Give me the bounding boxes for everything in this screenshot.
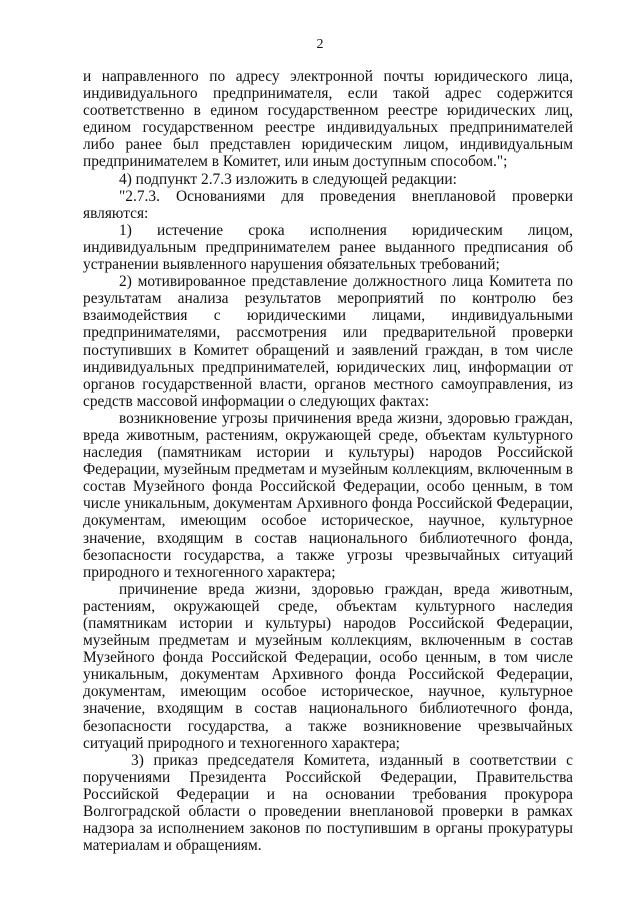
page-number: 2 [316,37,324,52]
paragraph-continuation: и направленного по адресу электронной почты юридического лица, индивидуального предпринимателя, если такой адрес содержится соответственно в едином государственном реестре юридических лиц, едином государственном реестре индивидуальных предпринимателей либо ранее был представлен юридическим лицом, индивидуальным предпринимателем в Комитет, или иным доступным способом."; [83,68,573,171]
paragraph-subpoint-4: 4) подпункт 2.7.3 изложить в следующей редакции: [119,170,457,188]
paragraph-item-3: 3) приказ председателя Комитета, изданный в соответствии с поручениями Президента Российской Федерации, Правительства Российской Федерации и на основании требования прокурора Волгоградской области о проведении внеплановой проверки в рамках надзора за исполнением законов по поступившим в органы прокуратуры материалам и обращениям. [83,751,573,855]
paragraph-threat-facts: возникновение угрозы причинения вреда жизни, здоровью граждан, вреда животным, растениям, окружающей среде, объектам культурного наследия (памятникам истории и культуры) народов Российской Федерации, музейным предметам и музейным коллекциям, включенным в состав Музейного фонда Российской Федерации, особо ценным, в том числе уникальным, документам Архивного фонда Российской Федерации, документам, имеющим особое историческое, научное, культурное значение, входящим в состав национального библиотечного фонда, безопасности государства, а также угрозы чрезвычайных ситуаций природного и техногенного характера; [83,409,573,581]
paragraph-item-1: 1) истечение срока исполнения юридическим лицом, индивидуальным предпринимателем ранее выданного предписания об устранении выявленного нарушения обязательных требований; [83,221,573,274]
paragraph-harm-facts: причинение вреда жизни, здоровью граждан, вреда животным, растениям, окружающей среде, объектам культурного наследия (памятникам истории и культуры) народов Российской Федерации, музейным предметам и музейным коллекциям, включенным в состав Музейного фонда Российской Федерации, особо ценным, в том числе уникальным, документам Архивного фонда Российской Федерации, документам, имеющим особое историческое, научное, культурное значение, входящим в состав национального библиотечного фонда, безопасности государства, а также возникновение чрезвычайных ситуаций природного и техногенного характера; [83,580,573,752]
document-body [83,68,573,854]
paragraph-section-2-7-3: "2.7.3. Основаниями для проведения внеплановой проверки являются: [83,187,573,222]
paragraph-item-2: 2) мотивированное представление должностного лица Комитета по результатам анализа результатов мероприятий по контролю без взаимодействия с юридическими лицами, индивидуальными предпринимателями, рассмотрения или предварительной проверки поступивших в Комитет обращений и заявлений граждан, в том числе индивидуальных предпринимателей, юридических лиц, информации от органов государственной власти, органов местного самоуправления, из средств массовой информации о следующих фактах: [83,273,573,410]
